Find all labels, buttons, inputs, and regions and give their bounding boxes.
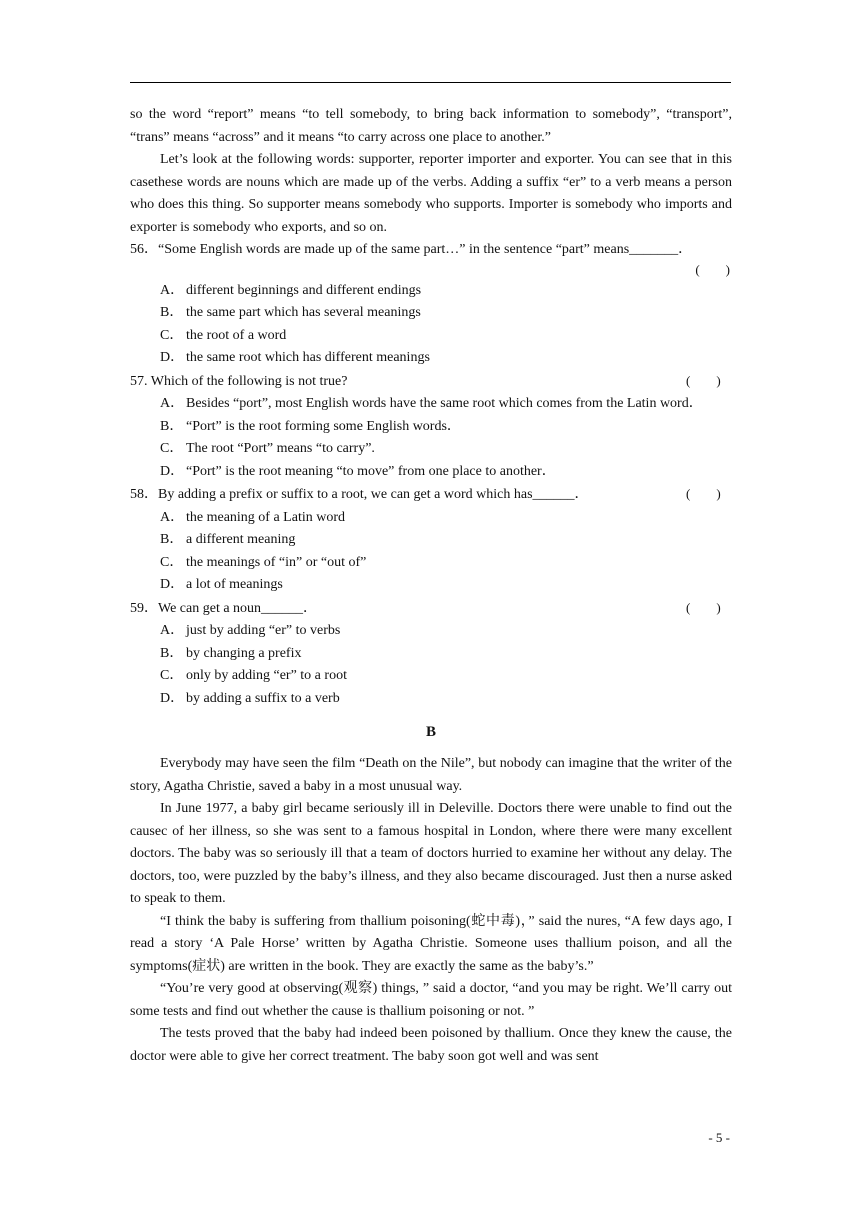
option: [130, 507, 732, 530]
option: [130, 665, 732, 688]
question-57: [130, 370, 732, 484]
option-letter: C．: [160, 554, 184, 570]
option: [130, 416, 732, 439]
option-text: The root “Port” means “to carry”.: [186, 441, 375, 456]
option-text: the meanings of “in” or “out of”: [186, 554, 367, 570]
option-letter: D．: [160, 350, 185, 365]
option-letter: B．: [160, 418, 184, 434]
option-text: a lot of meanings: [186, 577, 283, 592]
option: [130, 552, 732, 575]
question-row: [130, 597, 732, 621]
option: [130, 461, 732, 484]
option: [130, 620, 732, 643]
question-stem: 56．“Some English words are made up of the same part…” in the sentence “part” means_______．: [130, 242, 693, 257]
option-letter: C．: [160, 327, 184, 343]
option-text: the same root which has different meanings: [186, 350, 430, 365]
option-letter: A．: [160, 509, 185, 525]
option: [130, 688, 732, 711]
option-letter: C．: [160, 441, 184, 456]
option: [130, 643, 732, 666]
option-letter: B．: [160, 645, 184, 661]
question-59: [130, 597, 732, 711]
option-letter: A．: [160, 396, 185, 411]
answer-bracket: ( ): [686, 486, 721, 501]
question-row: [130, 483, 732, 507]
option-letter: B．: [160, 305, 184, 320]
option: [130, 280, 732, 303]
answer-bracket: ( ): [686, 372, 721, 388]
option-text: a different meaning: [186, 532, 296, 547]
question-stem: 58．By adding a prefix or suffix to a root, we can get a word which has______．: [130, 487, 589, 502]
option: [130, 325, 732, 348]
option-letter: B．: [160, 532, 184, 547]
option: [130, 529, 732, 552]
answer-bracket: ( ): [686, 599, 721, 615]
question-stem: 59．We can get a noun______．: [130, 600, 318, 616]
option-letter: A．: [160, 282, 185, 298]
option-letter: D．: [160, 690, 185, 706]
question-row: [130, 370, 732, 394]
header-rule: [130, 82, 731, 83]
page-number: - 5 -: [708, 1130, 730, 1145]
option-text: the root of a word: [186, 327, 287, 343]
passage-paragraph: Everybody may have seen the film “Death on the Nile”, but nobody can imagine that the writer of the story, Agatha Christie, saved a baby in a most unusual way.: [130, 756, 732, 794]
option-text: by changing a prefix: [186, 645, 302, 661]
question-56: [130, 239, 732, 370]
option-text: the meaning of a Latin word: [186, 509, 346, 525]
option-text: by adding a suffix to a verb: [186, 690, 340, 706]
option-text: “Port” is the root meaning “to move” from one place to another．: [186, 463, 556, 479]
section-title: B: [425, 724, 436, 740]
option-letter: A．: [160, 623, 185, 638]
option-text: just by adding “er” to verbs: [186, 623, 341, 638]
option: [130, 347, 732, 370]
option-text: Besides “port”, most English words have the same root which comes from the Latin word．: [186, 396, 703, 411]
question-58: [130, 483, 732, 597]
passage-paragraph: The tests proved that the baby had indeed been poisoned by thallium. Once they knew the cause, the doctor were able to give her correct treatment. The baby soon got well and was sent: [130, 1026, 732, 1064]
passage-paragraph: “I think the baby is suffering from thallium poisoning(蛇中毒)，” said the nures, “A few days ago, I read a story ‘A Pale Horse’ written by Agatha Christie. Someone uses thallium poison, and all the symptoms(症状) are written in the book. They are exactly the same as the baby’s.”: [130, 913, 732, 974]
page-content: [130, 104, 732, 1068]
passage-paragraph: In June 1977, a baby girl became seriously ill in Deleville. Doctors there were unable to find out the causec of her illness, so she was sent to a famous hospital in London, where there were many excellent doctors. The baby was so seriously ill that a team of doctors hurried to examine her without any delay. The doctors, too, were puzzled by the baby’s illness, and they also became discouraged. Just then a nurse asked to speak to them.: [130, 801, 732, 906]
option-text: the same part which has several meanings: [186, 305, 421, 320]
option: [130, 574, 732, 597]
option-text: different beginnings and different endings: [186, 282, 422, 298]
option: [130, 393, 732, 416]
option-letter: C．: [160, 668, 184, 683]
answer-bracket: ( ): [695, 261, 730, 277]
question-stem: 57. Which of the following is not true?: [130, 373, 348, 389]
passage-paragraph: Let’s look at the following words: supporter, reporter importer and exporter. You can see that in this casethese words are nouns which are made up of the verbs. Adding a suffix “er” to a verb means a person who does this thing. So supporter means somebody who supports. Importer is somebody who imports and exporter is somebody who exports, and so on.: [130, 152, 732, 235]
option-text: “Port” is the root forming some English words．: [186, 418, 461, 434]
option-text: only by adding “er” to a root: [186, 668, 347, 683]
passage-paragraph: “You’re very good at observing(观察) things, ” said a doctor, “and you may be right. We’ll carry out some tests and find out whether the cause is thallium poisoning or not. ”: [130, 981, 732, 1019]
option-letter: D．: [160, 463, 185, 479]
option: [130, 438, 732, 461]
option: [130, 302, 732, 325]
option-letter: D．: [160, 577, 185, 592]
passage-paragraph: so the word “report” means “to tell somebody, to bring back information to somebody”, “transport”, “trans” means “across” and it means “to carry across one place to another.”: [130, 107, 732, 145]
